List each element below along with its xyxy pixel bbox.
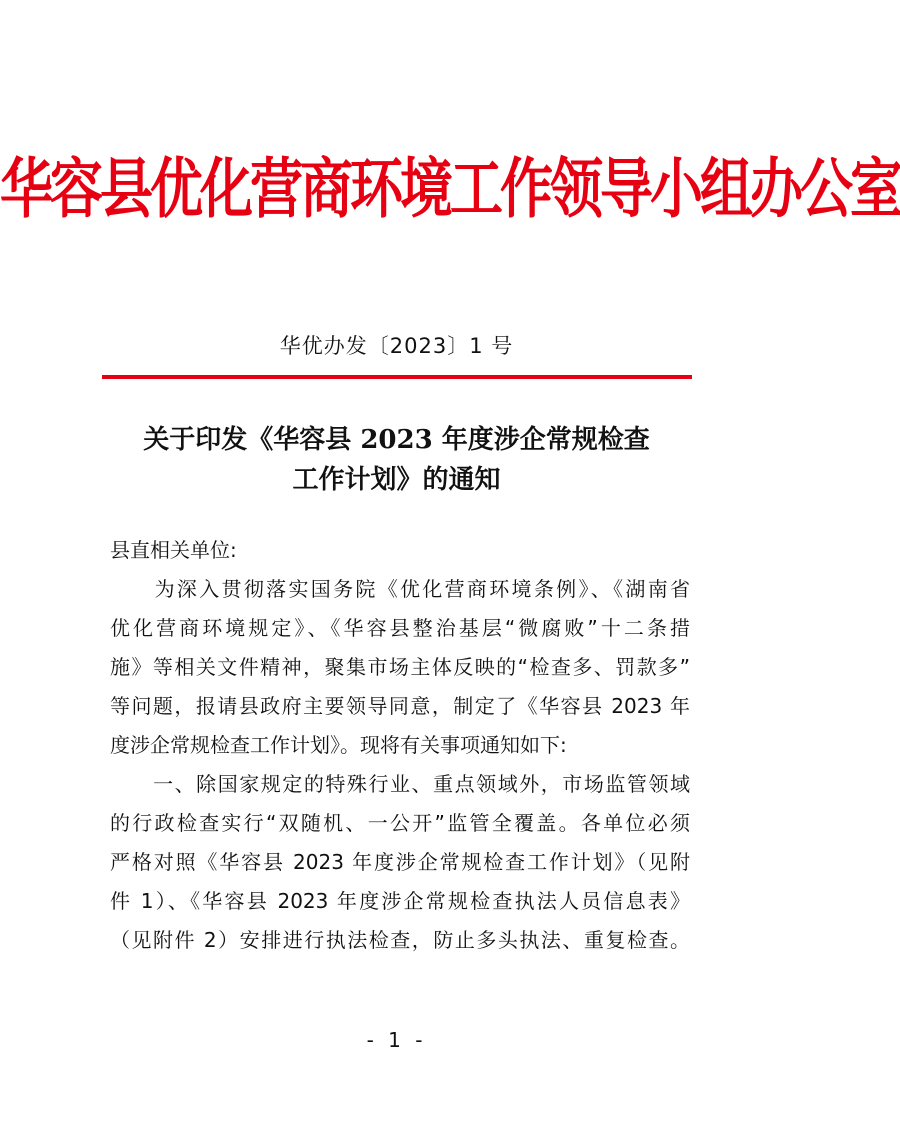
body-line: （见附件 2）安排进行执法检查，防止多头执法、重复检查。 — [110, 928, 690, 952]
red-divider-line — [102, 375, 692, 379]
body-line: 为深入贯彻落实国务院《优化营商环境条例》、《湖南省 — [110, 577, 690, 601]
body-line: 度涉企常规检查工作计划》。现将有关事项通知如下: — [110, 733, 567, 757]
document-body — [110, 531, 690, 960]
title-line-1: 关于印发《华容县 2023 年度涉企常规检查 — [143, 425, 650, 455]
body-line: 件 1）、《华容县 2023 年度涉企常规检查执法人员信息表》 — [110, 889, 690, 913]
page-number: - 1 - — [366, 1028, 427, 1052]
body-line: 等问题，报请县政府主要领导同意，制定了《华容县 2023 年 — [110, 694, 690, 718]
salutation: 县直相关单位: — [110, 538, 237, 562]
body-line: 严格对照《华容县 2023 年度涉企常规检查工作计划》（见附 — [110, 850, 690, 874]
body-line: 一、除国家规定的特殊行业、重点领域外，市场监管领域 — [110, 772, 690, 796]
body-line: 优化营商环境规定》、《华容县整治基层“微腐败”十二条措 — [110, 616, 690, 640]
document-title — [60, 420, 733, 500]
organization-header: 华容县优化营商环境工作领导小组办公室 — [0, 151, 900, 228]
body-line: 施》等相关文件精神，聚集市场主体反映的“检查多、罚款多” — [110, 655, 690, 679]
title-line-2: 工作计划》的通知 — [292, 465, 501, 495]
document-number: 华优办发〔2023〕1 号 — [279, 334, 514, 358]
body-line: 的行政检查实行“双随机、一公开”监管全覆盖。各单位必须 — [110, 811, 690, 835]
